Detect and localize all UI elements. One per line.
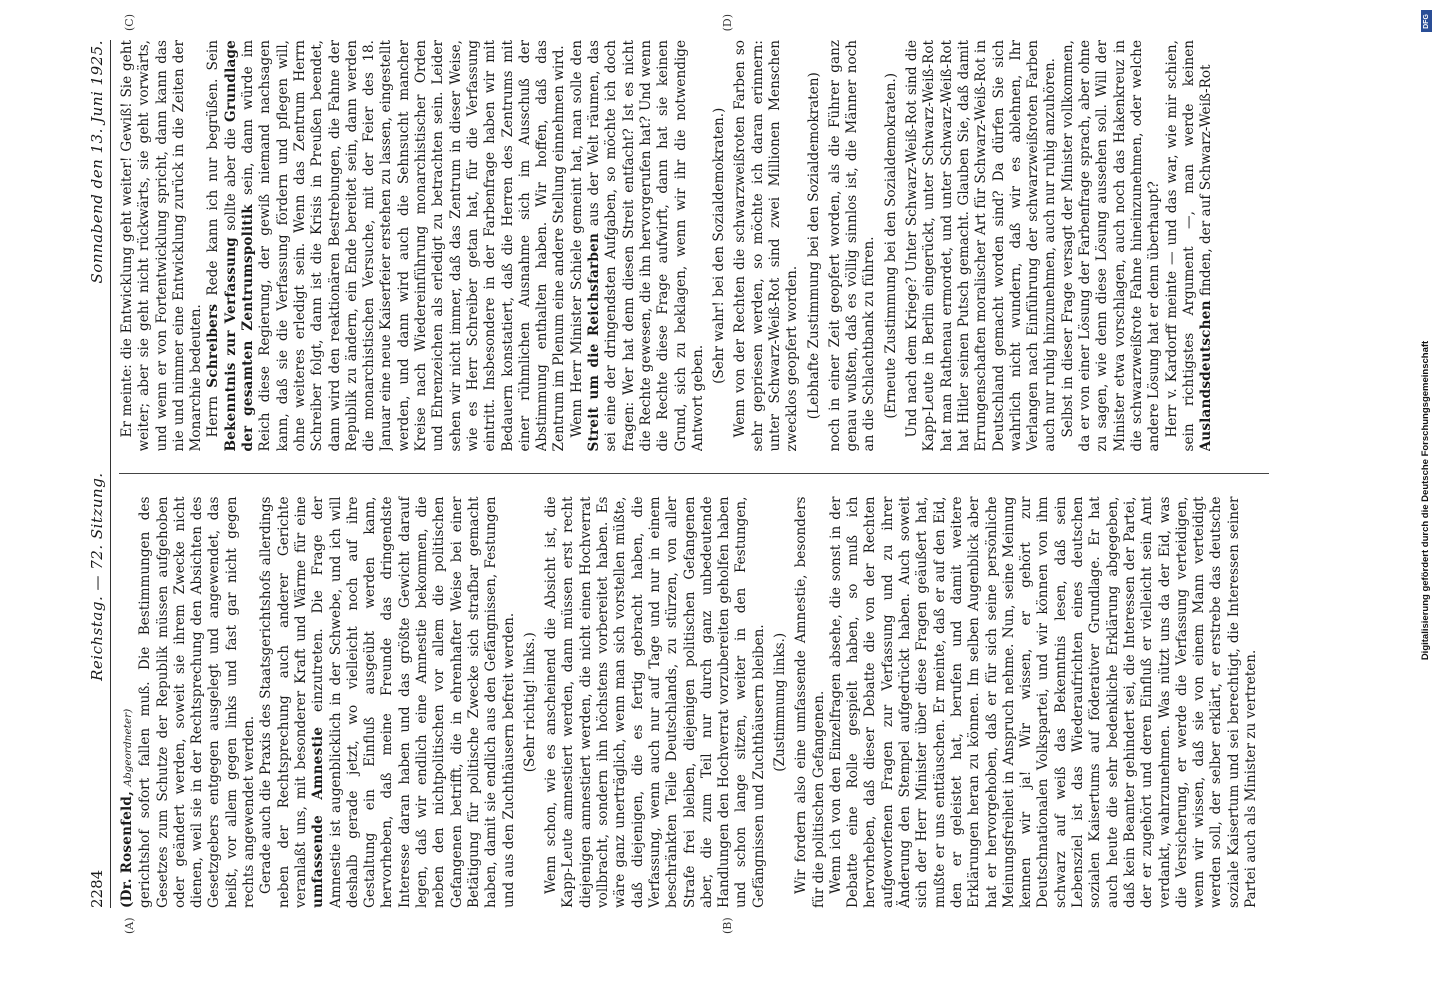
speaker-role: Abgeordneter) xyxy=(122,708,134,787)
session-date: Sonnabend den 13. Juni 1925. xyxy=(88,40,106,284)
bold-term: Streit um die Reichsfarben xyxy=(586,232,603,452)
paragraph: Selbst in dieser Frage versagt der Minister vollkommen, da er von einer Lösung der Farbenfrage sprach, aber ohne zu sagen, wie denn diese Lösung aussehen soll. Will der Minister etwa vorschlagen, auch noch das Hakenkreuz in die schwarzweißrote Fahne hineinzunehmen, oder welche andere Lösung hat er denn überhaupt? xyxy=(1059,40,1163,452)
paragraph: Wenn schon, wie es anscheinend die Absicht ist, die Kapp-Leute amnestiert werden, dann müssen erst recht diejenigen amnestiert werden, die nicht einen Hochverrat vollbracht, sondern ihn höchstens vorbereitet haben. Es wäre ganz unerträglich, wenn man sich vorstellen müßte, daß diejenigen, die es fertig gebracht haben, die Verfassung, wenn auch nur auf Tage und nur in einem beschränkten Teile Deutschlands, zu stürzen, von aller Strafe frei bleiben, diejenigen politischen Gefangenen aber, die zum Teil nur durch ganz unbedeutende Handlungen den Hochverrat vorzubereiten geholfen haben und schon lange sitzen, weiter in den Festungen, Gefängnissen und Zuchthäusern bleiben. xyxy=(543,496,767,908)
speaker-line xyxy=(119,497,137,909)
bold-term: Schreibers xyxy=(205,303,222,388)
left-column xyxy=(119,496,1269,934)
interjection: (Lebhafte Zustimmung bei den Sozialdemokraten) xyxy=(805,72,822,420)
bold-term: Grundlage der gesamten Zentrumspolitik xyxy=(222,40,257,452)
funding-notice-text: Digitalisierung gefördert durch die Deutsche Forschungsgemeinschaft xyxy=(1420,340,1432,660)
paragraph: Wenn ich von den Einzelfragen absehe, die sonst in der Debatte eine Rolle gespielt haben, so muß ich hervorheben, daß dieser Debatte die von der Rechten aufgeworfenen Fragen zur Verfassung und zu ihrer Änderung den Stempel aufgedrückt haben. Auch soweit sich der Herr Minister über diese Fragen geäußert hat, mußte er uns enttäuschen. Er meinte, daß er auf den Eid, den er geleistet hat, berufen und damit weitere Erklärungen heran zu können. Im selben Augenblick aber hat er hervorgehoben, daß er für sich seine persönliche Meinungsfreiheit in Anspruch nehme. Nun, seine Meinung kennen wir ja! Wir wissen, er gehört zur Deutschnationalen Volkspartei, und wir können von ihm schwarz auf weiß das Bekenntnis lesen, daß sein Lebensziel ist das Wiederaufrichten eines deutschen sozialen Kaisertums auf föderativer Grundlage. Er hat auch heute die sehr bedenkliche Erklärung abgegeben, daß kein Beamter gehindert sei, die Interessen der Partei, der er zugehört und deren Einfluß er vielleicht sein Amt verdankt, wahrzunehmen. Was nützt uns da der Eid, was die Versicherung, er werde die Verfassung verteidigen, wenn wir wissen, daß sie von einem Mann verteidigt werden soll, der selber erklärt, er erstrebe das deutsche soziale Kaisertum und sei berechtigt, die Interessen seiner Partei auch als Minister zu vertreten. xyxy=(827,496,1259,908)
dfg-logo: DFG xyxy=(1421,10,1432,32)
bold-term: Auslandsdeutschen xyxy=(1198,300,1215,452)
speaker-name: (Dr. Rosenfeld, xyxy=(119,790,135,908)
page-number: 2284 xyxy=(88,869,106,908)
funding-notice xyxy=(1418,10,1434,990)
page-header xyxy=(88,40,111,908)
paragraph: noch in einer Zeit geopfert worden, als die Führer ganz genau wußten, daß es völlig sinnlos ist, die Männer noch an die Schlachtbank zu führen. xyxy=(826,40,878,452)
bold-term: umfassende Amnestie xyxy=(310,726,327,908)
paragraph: Und nach dem Kriege? Unter Schwarz-Weiß-Rot sind die Kapp-Leute in Berlin eingerückt, unter Schwarz-Weiß-Rot hat man Rathenau ermordet, und unter Schwarz-Weiß-Rot hat Hitler seinen Putsch gemacht. Glauben Sie, daß damit Errungenschaften moralischer Art für Schwarz-Weiß-Rot in Deutschland gemacht worden sind? Da dürfen Sie sich wahrlich nicht wundern, daß wir es ablehnen, Ihr Verlangen nach Einführung der schwarzweißroten Farben auch nur ruhig hinzunehmen, auch nur ruhig anzuhören. xyxy=(904,40,1059,452)
paragraph: Wenn von der Rechten die schwarzweißroten Farben so sehr gepriesen werden, so möchte ich daran erinnern: unter Schwarz-Weiß-Rot sind zwei Millionen Menschen zwecklos geopfert worden. xyxy=(732,40,801,452)
bold-term: Bekenntnis zur Verfassung xyxy=(222,237,239,452)
paragraph: Gerade auch die Praxis des Staatsgerichtshofs allerdings neben der Rechtsprechung auch anderer Gerichte veranlaßt uns, mit besonderer Kraft und Wärme für eine umfassende Amnestie einzutreten. Die Frage der Amnestie ist augenblicklich in der Schwebe, und ich will deshalb gerade jetzt, wo vielleicht noch auf ihre Gestaltung ein Einfluß ausgeübt werden kann, hervorheben, daß meine Freunde das dringendste Interesse daran haben und das größte Gewicht darauf legen, daß wir endlich eine Amnestie bekommen, die neben den nichtpolitischen vor allem die politischen Gefangenen betrifft, die in ehrenhafter Weise bei einer Betätigung für politische Zwecke sich strafbar gemacht haben, damit sie endlich aus den Gefängnissen, Festungen und aus den Zuchthäusern befreit werden. xyxy=(258,496,517,908)
interjection: (Zustimmung links.) xyxy=(771,632,788,772)
right-column xyxy=(119,14,1269,452)
paragraph: Herr v. Kardorff meinte — und das war, wie mir schien, sein richtigstes Argument —, man werde keinen Auslandsdeutschen finden, der auf Schwarz-Weiß-Rot xyxy=(1163,40,1215,452)
session-title: Reichstag. — 72. Sitzung. xyxy=(88,472,106,681)
margin-marker-d: (D) xyxy=(721,14,734,32)
paragraph: gerichtshof sofort fallen muß. Die Bestimmungen des Gesetzes zum Schutze der Republik müssen aufgehoben oder geändert werden, soweit sie ihrem Zwecke nicht dienen, weil sie in der Rechtsprechung den Absichten des Gesetzgebers entgegen ausgelegt und angewendet, das heißt, vor allem gegen links und fast gar nicht gegen rechts angewendet werden. xyxy=(137,496,258,908)
text-columns xyxy=(119,14,1269,934)
paragraph: Er meinte: die Entwicklung geht weiter! Gewiß! Sie geht weiter; aber sie geht nicht rückwärts, sie geht vorwärts, und wenn er von Fortentwicklung spricht, dann kann das nie und nimmer eine Entwicklung zurück in die Zeiten der Monarchie bedeuten. xyxy=(119,40,205,452)
interjection: (Erneute Zustimmung bei den Sozialdemokraten.) xyxy=(882,72,899,419)
paragraph: Wenn Herr Minister Schiele gemeint hat, man solle den Streit um die Reichsfarben aus der Welt räumen, das sei eine der dringendsten Aufgaben, so möchte ich doch fragen: Wer hat denn diesen Streit entfacht? Ist es nicht die Rechte gewesen, die ihn hervorgerufen hat? Und wenn die Rechte diese Frage aufwirft, dann hat sie keinen Grund, sich zu beklagen, wenn wir ihr die notwendige Antwort geben. xyxy=(568,40,706,452)
interjection: (Sehr wahr! bei den Sozialdemokraten.) xyxy=(711,107,728,384)
paragraph: Herrn Schreibers Rede kann ich nur begrüßen. Sein Bekenntnis zur Verfassung sollte aber die Grundlage der gesamten Zentrumspolitik sein, dann würde im Reich diese Regierung, der gewiß niemand nachsagen kann, daß sie die Verfassung fördern und pflegen will, ohne weiteres erledigt sein. Wenn das Zentrum Herrn Schreiber folgt, dann ist die Krisis in Preußen beendet, dann wird den reaktionären Bestrebungen, die Fahne der Republik zu ändern, ein Ende bereitet sein, dann werden die monarchistischen Versuche, mit der Feier des 18. Januar eine neue Kaiserfeier erstehen zu lassen, eingestellt werden, und dann wird auch die Sehnsucht mancher Kreise nach Wiedereinführung monarchistischer Orden und Ehrenzeichen als erledigt zu betrachten sein. Leider sehen wir nicht immer, daß das Zentrum in dieser Weise, wie es Herr Schreiber getan hat, für die Verfassung eintritt. Insbesondere in der Farbenfrage haben wir mit Bedauern konstatiert, daß die Herren des Zentrums mit einer rühmlichen Ausnahme sich im Ausschuß der Abstimmung enthalten haben. Wir hoffen, daß das Zentrum im Plenum eine andere Stellung einnehmen wird. xyxy=(205,40,568,452)
margin-marker-c: (C) xyxy=(123,14,136,31)
interjection: (Sehr richtig! links.) xyxy=(521,632,538,773)
column-divider xyxy=(119,474,1269,475)
margin-marker-b: (B) xyxy=(721,917,734,934)
margin-marker-a: (A) xyxy=(123,917,136,934)
paragraph: Wir fordern also eine umfassende Amnestie, besonders für die politischen Gefangenen. xyxy=(793,496,827,908)
